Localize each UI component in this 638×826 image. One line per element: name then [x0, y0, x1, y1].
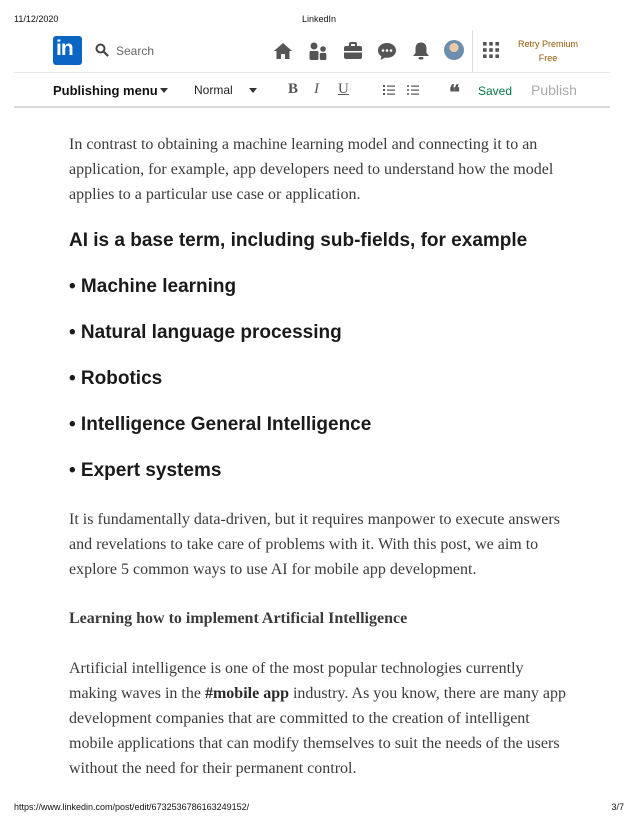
- linkedin-logo[interactable]: [53, 36, 82, 65]
- list-item: • Expert systems: [69, 460, 222, 481]
- underline-button[interactable]: U: [338, 81, 349, 97]
- article-paragraph-intro: In contrast to obtaining a machine learning model and connecting it to an application, for example, app developers need to understand how the model applies to a particular use case or application.: [69, 136, 554, 203]
- text-style-select[interactable]: Normal: [194, 83, 233, 97]
- global-nav: [14, 30, 610, 72]
- print-title: LinkedIn: [301, 14, 337, 24]
- italic-button[interactable]: I: [314, 81, 319, 97]
- nav-divider: [472, 30, 473, 72]
- article-paragraph-3: [69, 656, 569, 781]
- chevron-down-icon[interactable]: [160, 88, 168, 93]
- quote-button[interactable]: ❛❛: [449, 82, 458, 104]
- print-date: 11/12/2020: [14, 14, 59, 24]
- home-icon[interactable]: [272, 40, 294, 62]
- numbered-list-icon[interactable]: [383, 85, 395, 95]
- search-input[interactable]: [116, 41, 226, 61]
- saved-status: Saved: [478, 84, 513, 98]
- premium-line1: Retry Premium: [517, 39, 578, 49]
- article-heading: AI is a base term, including sub-fields, for example: [69, 230, 528, 251]
- bulleted-list-icon[interactable]: [407, 85, 419, 95]
- retry-premium-link[interactable]: [510, 37, 586, 65]
- print-url: https://www.linkedin.com/post/edit/6732536786163249152/: [14, 802, 250, 812]
- paragraph-3-text-a: Artificial intelligence is one of the most popular technologies currently making waves in the: [69, 660, 524, 702]
- bold-button[interactable]: B: [288, 81, 299, 97]
- mobile-app-hashtag: #mobile app: [204, 685, 289, 702]
- paragraph-3-text-b: industry. As you know, there are many app development companies that are committed to the creation of intelligent mobile applications that can modify themselves to suit the needs of the users without the need for their permanent control.: [69, 685, 566, 777]
- publish-button[interactable]: Publish: [531, 82, 577, 98]
- notifications-icon[interactable]: [410, 40, 432, 62]
- print-footer: [0, 802, 638, 816]
- list-item: • Intelligence General Intelligence: [69, 414, 372, 435]
- list-item: • Robotics: [69, 368, 163, 389]
- search-icon: [95, 43, 109, 57]
- chevron-down-icon[interactable]: [249, 88, 257, 93]
- article-subheading: Learning how to implement Artificial Intelligence: [69, 610, 408, 627]
- messaging-icon[interactable]: [376, 40, 398, 62]
- print-page-number: 3/7: [611, 802, 624, 812]
- jobs-icon[interactable]: [342, 40, 364, 62]
- list-item: • Natural language processing: [69, 322, 342, 343]
- work-grid-icon[interactable]: [483, 42, 499, 58]
- editor-toolbar: [14, 72, 610, 108]
- article-paragraph-2: It is fundamentally data-driven, but it requires manpower to execute answers and revelations to take care of problems with it. With this post, we aim to explore 5 common ways to use AI for mobile app development.: [69, 511, 560, 578]
- list-item: • Machine learning: [69, 276, 237, 297]
- linkedin-logo-text: in: [56, 37, 73, 60]
- avatar[interactable]: [444, 40, 464, 60]
- my-network-icon[interactable]: [307, 40, 329, 62]
- premium-line2: Free: [538, 53, 558, 63]
- publishing-menu-button[interactable]: Publishing menu: [53, 83, 158, 98]
- print-header: [0, 14, 638, 28]
